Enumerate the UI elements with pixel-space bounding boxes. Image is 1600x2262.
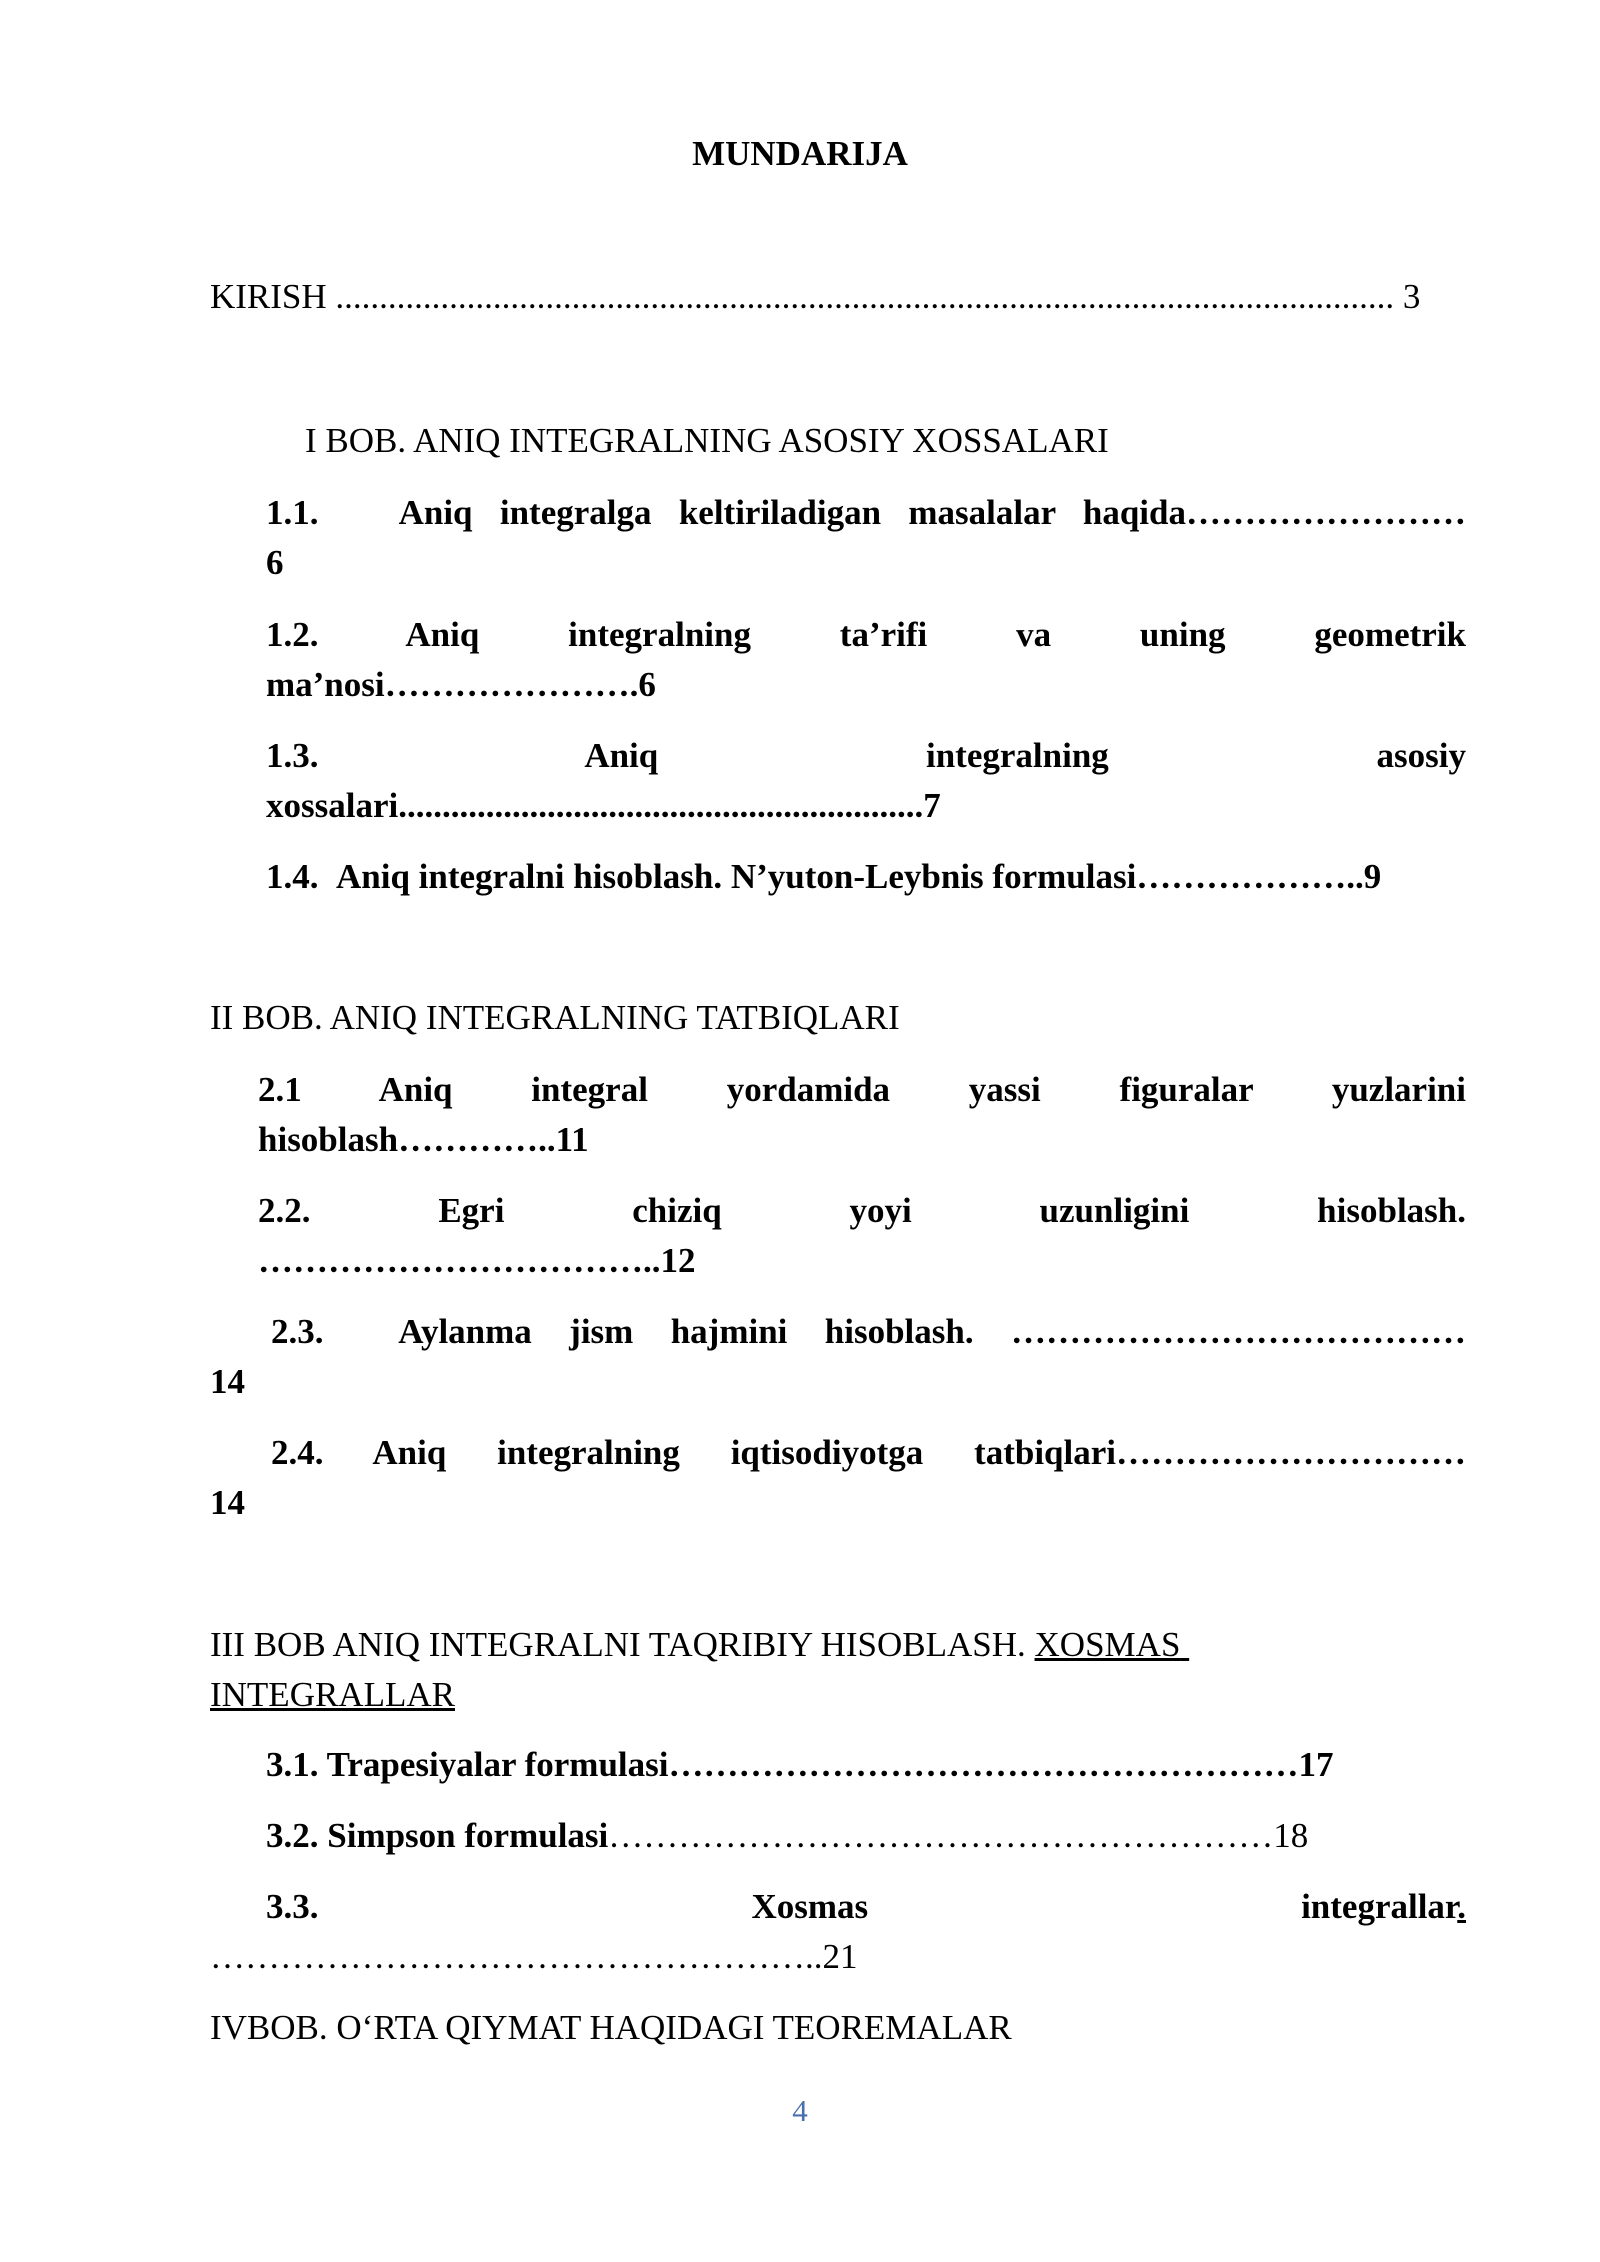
toc-entry-2-3-line1: 2.3. Aylanma jism hajmini hisoblash. …………………………………: [271, 1312, 1466, 1351]
toc-entry-3-2-label: 3.2. Simpson formulasi: [266, 1816, 609, 1855]
toc-entry-3-2-dots: …………………………………………………18: [608, 1816, 1309, 1855]
toc-entry-2-1-line1: 2.1 Aniq integral yordamida yassi figuralar yuzlarini: [258, 1070, 1466, 1109]
toc-entry-1-2: [266, 610, 1466, 710]
toc-entry-3-3-line2: ……………………………………………..21: [210, 1937, 858, 1976]
toc-entry-2-2: [258, 1186, 1466, 1286]
chapter-3-heading-line2: INTEGRALLAR: [210, 1675, 455, 1714]
chapter-3-heading: [210, 1620, 1466, 1720]
toc-entry-3-3: [210, 1882, 1466, 1982]
toc-entry-1-1: [266, 488, 1466, 588]
toc-entry-1-3-line1: 1.3. Aniq integralning asosiy: [266, 736, 1466, 775]
toc-entry-1-3-line2: xossalari............................................................7: [266, 786, 941, 825]
toc-entry-2-4-page: 14: [210, 1483, 245, 1522]
page-title: MUNDARIJA: [692, 134, 908, 173]
toc-entry-2-4-line1: 2.4. Aniq integralning iqtisodiyotga tatbiqlari…………………………: [271, 1433, 1466, 1472]
chapter-4-heading: IVBOB. O‘RTA QIYMAT HAQIDAGI TEOREMALAR: [210, 2008, 1012, 2047]
toc-entry-1-4: 1.4. Aniq integralni hisoblash. N’yuton-Leybnis formulasi………………..9: [266, 857, 1382, 896]
chapter-1-heading: I BOB. ANIQ INTEGRALNING ASOSIY XOSSALARI: [305, 421, 1109, 460]
toc-entry-kirish: [210, 272, 1466, 322]
toc-entry-3-3-line1: 3.3. Xosmas integrallar: [266, 1887, 1458, 1926]
toc-entry-1-1-page: 6: [266, 543, 284, 582]
toc-entry-3-1: 3.1. Trapesiyalar formulasi………………………………………………17: [266, 1745, 1334, 1784]
page-number: 4: [792, 2093, 808, 2128]
toc-entry-1-1-line1: 1.1. Aniq integralga keltiriladigan masalalar haqida……………………: [266, 493, 1466, 532]
chapter-3-heading-part1: III BOB ANIQ INTEGRALNI TAQRIBIY HISOBLASH.: [210, 1625, 1035, 1664]
toc-entry-kirish-text: KIRISH ......................................................................................................................... 3: [210, 277, 1421, 316]
toc-entry-2-2-line1: 2.2. Egri chiziq yoyi uzunligini hisoblash.: [258, 1191, 1466, 1230]
toc-entry-2-1: [258, 1065, 1466, 1165]
toc-entry-1-2-line1: 1.2. Aniq integralning ta’rifi va uning geometrik: [266, 615, 1466, 654]
toc-entry-3-3-line1-end: .: [1457, 1887, 1466, 1926]
toc-entry-3-2: [266, 1811, 1308, 1861]
chapter-2-heading: II BOB. ANIQ INTEGRALNING TATBIQLARI: [210, 998, 900, 1037]
toc-entry-2-1-line2: hisoblash…………..11: [258, 1120, 589, 1159]
toc-entry-1-3: [266, 731, 1466, 831]
toc-entry-2-4: [210, 1428, 1466, 1528]
toc-entry-1-2-line2: ma’nosi………………….6: [266, 665, 656, 704]
toc-entry-2-3-page: 14: [210, 1362, 245, 1401]
toc-entry-2-2-line2: ……………………………..12: [258, 1241, 696, 1280]
chapter-3-heading-underlined: XOSMAS: [1034, 1625, 1181, 1664]
toc-entry-2-3: [210, 1307, 1466, 1407]
